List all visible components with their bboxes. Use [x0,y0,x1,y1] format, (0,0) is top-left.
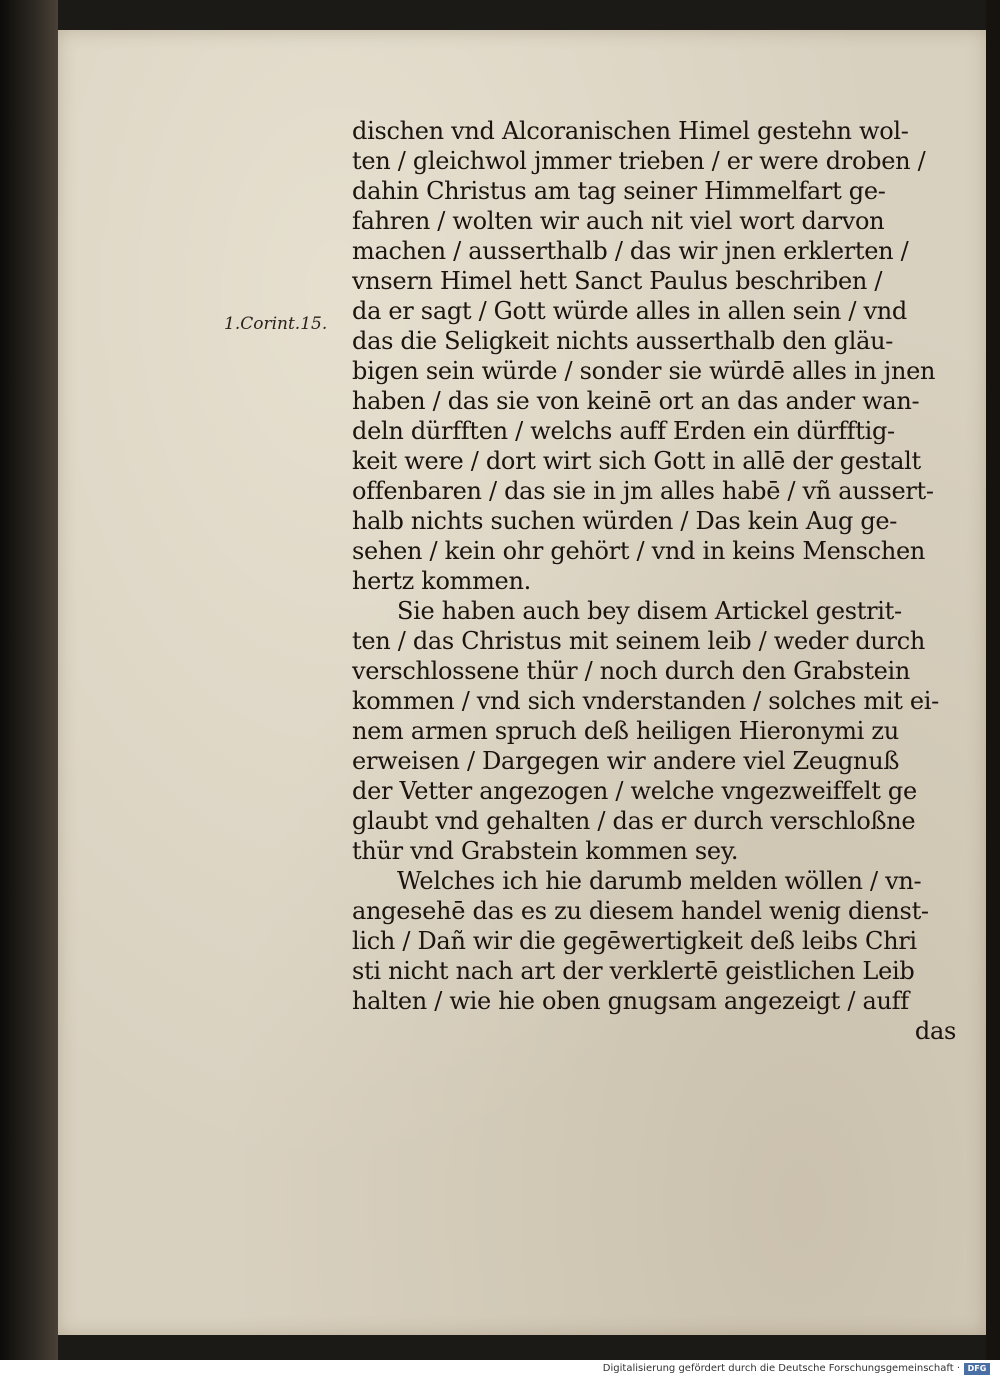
text-line: sti nicht nach art der verklertē geistlichen Leib [352,957,915,985]
text-line: thür vnd Grabstein kommen sey. [352,837,739,865]
text-line: der Vetter angezogen / welche vngezweiffelt ge [352,777,917,805]
dfg-logo: DFG [964,1363,990,1375]
text-line: bigen sein würde / sonder sie würdē alles in jnen [352,357,936,385]
footer-credit: Digitalisierung gefördert durch die Deutsche Forschungsgemeinschaft · [602,1363,960,1374]
text-line: hertz kommen. [352,567,531,595]
text-line: vnsern Himel hett Sanct Paulus beschriben / [352,267,883,295]
text-line: machen / ausserthalb / das wir jnen erklerten / [352,237,909,265]
book-right-edge [986,0,1000,1360]
text-line: erweisen / Dargegen wir andere viel Zeugnuß [352,747,900,775]
text-line: sehen / kein ohr gehört / vnd in keins Menschen [352,537,926,565]
text-line: lich / Dañ wir die gegēwertigkeit deß leibs Chri [352,927,917,955]
text-line: halb nichts suchen würden / Das kein Aug ge- [352,507,898,535]
text-line: angesehē das es zu diesem handel wenig dienst- [352,897,929,925]
text-line: ten / gleichwol jmmer trieben / er were droben / [352,147,926,175]
text-line: da er sagt / Gott würde alles in allen sein / vnd [352,297,907,325]
catchword: das [914,1017,956,1045]
text-line: keit were / dort wirt sich Gott in allē der gestalt [352,447,921,475]
margin-note: 1.Corint.15. [224,314,328,334]
text-line: halten / wie hie oben gnugsam angezeigt / auff [352,987,909,1015]
text-line: Welches ich hie darumb melden wöllen / vn- [397,867,922,895]
text-line: das die Seligkeit nichts ausserthalb den gläu- [352,327,894,355]
text-line: dahin Christus am tag seiner Himmelfart ge- [352,177,886,205]
text-line: dischen vnd Alcoranischen Himel gestehn wol- [352,117,909,145]
text-line: fahren / wolten wir auch nit viel wort darvon [352,207,885,235]
text-line: kommen / vnd sich vnderstanden / solches mit ei- [352,687,939,715]
text-line: glaubt vnd gehalten / das er durch verschloßne [352,807,916,835]
page-text-block [352,116,964,1046]
book-binding-edge [0,0,58,1360]
text-line: haben / das sie von keinē ort an das ander wan- [352,387,920,415]
text-line: Sie haben auch bey disem Artickel gestrit- [397,597,902,625]
text-line: ten / das Christus mit seinem leib / weder durch [352,627,926,655]
text-line: verschlossene thür / noch durch den Grabstein [352,657,911,685]
text-line: deln dürfften / welchs auff Erden ein dürfftig- [352,417,895,445]
text-line: offenbaren / das sie in jm alles habē / vñ aussert- [352,477,934,505]
text-line: nem armen spruch deß heiligen Hieronymi zu [352,717,899,745]
